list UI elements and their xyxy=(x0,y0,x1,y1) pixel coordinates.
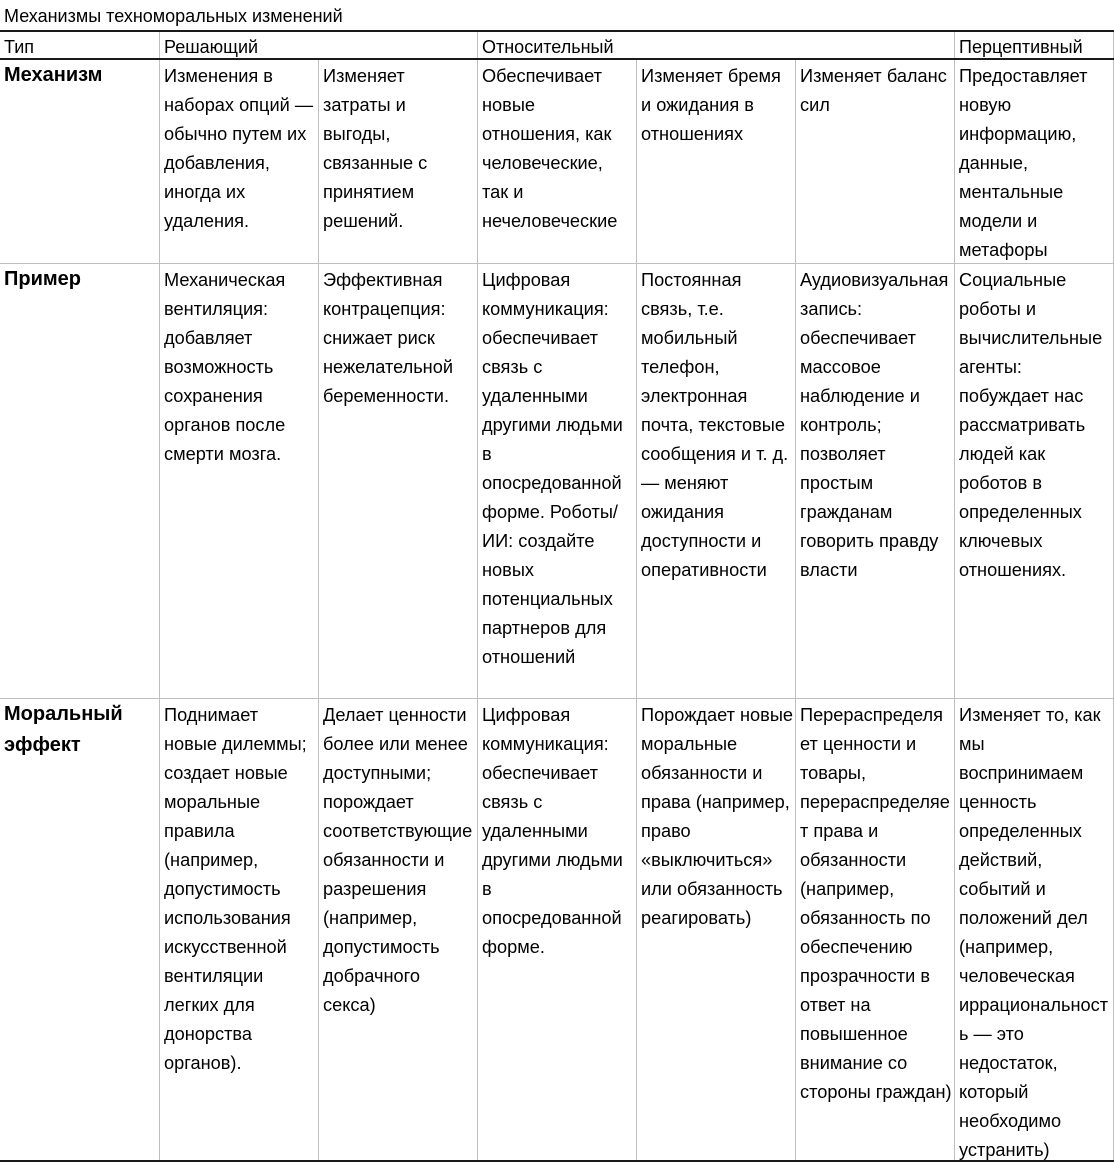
table-cell: Изменяет то, как мы воспринимаем ценность определенных действий, событий и положений дел (например, человеческая иррациональность — это недостаток, который необходимо устранить) xyxy=(959,705,1109,1160)
table-cell: Делает ценности более или менее доступными; порождает соответствующие обязанности и разрешения (например, допустимость добрачного секса) xyxy=(323,705,473,1015)
table-cell: Механическая вентиляция: добавляет возможность сохранения органов после смерти мозга. xyxy=(164,270,286,464)
table-bottom-border xyxy=(0,1160,1114,1162)
table-cell: Перераспределяет ценности и товары, перераспределяет права и обязанности (например, обязанность по обеспечению прозрачности в ответ на повышенное внимание со стороны граждан) xyxy=(800,705,952,1102)
table-cell: Постоянная связь, т.е. мобильный телефон, электронная почта, текстовые сообщения и т. д. — меняют ожидания доступности и оперативности xyxy=(641,270,789,580)
table-cell: Изменения в наборах опций — обычно путем их добавления, иногда их удаления. xyxy=(164,66,314,231)
header-type-decisional: Решающий xyxy=(164,37,259,57)
table-cell: Изменяет затраты и выгоды, связанные с принятием решений. xyxy=(323,66,428,231)
table-cell: Предоставляет новую информацию, данные, ментальные модели и метафоры xyxy=(959,66,1088,260)
header-type-relational: Относительный xyxy=(482,37,614,57)
header-type-perceptual: Перцептивный xyxy=(959,37,1083,57)
table-cell: Изменяет бремя и ожидания в отношениях xyxy=(641,66,781,144)
table-cell: Цифровая коммуникация: обеспечивает связь с удаленными другими людьми в опосредованной форме. Роботы/ИИ: создайте новых потенциальных партнеров для отношений xyxy=(482,270,623,667)
table-cell: Аудиовизуальная запись: обеспечивает массовое наблюдение и контроль; позволяет простым гражданам говорить правду власти xyxy=(800,270,949,580)
table-cell: Порождает новые моральные обязанности и права (например, право «выключиться» или обязанность реагировать) xyxy=(641,705,794,928)
table-cell: Социальные роботы и вычислительные агенты: побуждает нас рассматривать людей как роботов в определенных ключевых отношениях. xyxy=(959,270,1103,580)
table-cell: Обеспечивает новые отношения, как человеческие, так и нечеловеческие xyxy=(482,66,618,231)
table-cell: Цифровая коммуникация: обеспечивает связь с удаленными другими людьми в опосредованной форме. xyxy=(482,705,623,957)
row-label-moral-effect: Моральный эффект xyxy=(4,703,123,756)
table-cell: Поднимает новые дилеммы; создает новые моральные правила (например, допустимость использования искусственной вентиляции легких для донорства органов). xyxy=(164,705,307,1073)
table-title: Механизмы техноморальных изменений xyxy=(4,6,343,26)
table-cell: Эффективная контрацепция: снижает риск нежелательной беременности. xyxy=(323,270,454,406)
row-label-mechanism: Механизм xyxy=(4,64,103,86)
header-type-label: Тип xyxy=(4,37,35,57)
row-label-example: Пример xyxy=(4,268,82,290)
table-cell: Изменяет баланс сил xyxy=(800,66,947,115)
